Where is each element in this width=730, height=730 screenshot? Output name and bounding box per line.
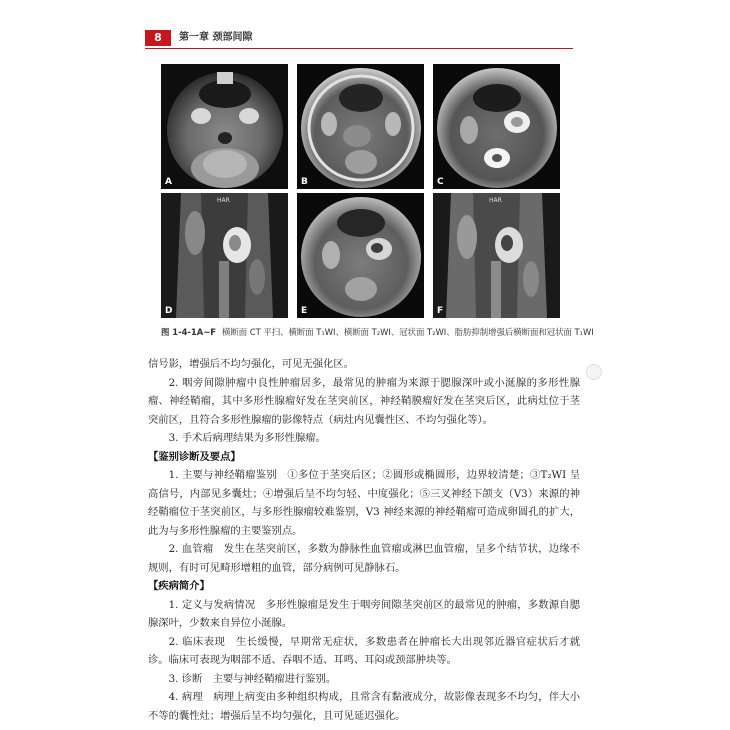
figure-grid xyxy=(161,64,561,318)
paragraph: 2. 血管瘤 发生在茎突前区，多数为静脉性血管瘤或淋巴血管瘤，呈多个结节状，边缘不规则，有时可见畸形增粗的血管，部分病例可见静脉石。 xyxy=(148,543,580,574)
chapter-title: 第一章 颈部间隙 xyxy=(179,32,253,43)
header-rule xyxy=(145,48,573,49)
body-text xyxy=(148,355,580,725)
caption-text: 横断面 CT 平扫、横断面 T₁WI、横断面 T₂WI、冠状面 T₂WI、脂肪抑制增强后横断面和冠状面 T₁WI xyxy=(221,327,594,337)
orientation-marker: HAR xyxy=(489,197,502,204)
section-heading: 【疾病简介】 xyxy=(148,580,210,592)
panel-letter: B xyxy=(301,177,308,187)
paragraph: 3. 诊断 主要与神经鞘瘤进行鉴别。 xyxy=(168,672,337,685)
panel-b-t1-image xyxy=(297,64,424,189)
margin-marker xyxy=(586,364,602,380)
panel-letter: C xyxy=(437,177,444,187)
running-header xyxy=(145,30,573,46)
panel-letter: E xyxy=(301,306,308,316)
panel-letter: D xyxy=(165,306,173,316)
panel-letter: A xyxy=(165,177,172,187)
panel-f-coronal-enhanced-t1-image xyxy=(433,193,560,318)
paragraph: 2. 咽旁间隙肿瘤中良性肿瘤居多，最常见的肿瘤为来源于腮腺深叶或小涎腺的多形性腺瘤、神经鞘瘤，其中多形性腺瘤好发在茎突前区，神经鞘膜瘤好发在茎突后区，此病灶位于茎突前区，且符合多形性腺瘤的影像特点（病灶内见囊性区、不均匀强化等）。 xyxy=(148,376,580,426)
panel-c-t2-image xyxy=(433,64,560,189)
paragraph: 1. 定义与发病情况 多形性腺瘤是发生于咽旁间隙茎突前区的最常见的肿瘤，多数源自腮腺深叶，少数来自异位小涎腺。 xyxy=(148,598,580,629)
paragraph: 2. 临床表现 生长缓慢，早期常无症状，多数患者在肿瘤长大出现邻近器官症状后才就诊。临床可表现为咽部不适、吞咽不适、耳鸣、耳闷或颈部肿块等。 xyxy=(148,635,580,666)
paragraph: 信号影，增强后不均匀强化，可见无强化区。 xyxy=(148,358,354,370)
section-heading: 【鉴别诊断及要点】 xyxy=(148,450,241,463)
panel-e-enhanced-t1-image xyxy=(297,193,424,318)
paragraph: 3. 手术后病理结果为多形性腺瘤。 xyxy=(168,432,326,444)
caption-label: 图 1-4-1A~F xyxy=(161,327,216,337)
panel-letter: F xyxy=(437,306,444,316)
paragraph: 4. 病理 病理上病变由多种组织构成，且常含有黏液成分，故影像表现多不均匀，伴大小不等的囊性灶；增强后呈不均匀强化，且可见延迟强化。 xyxy=(148,691,580,722)
panel-d-coronal-t2-image xyxy=(161,193,288,318)
paragraph: 1. 主要与神经鞘瘤鉴别 ①多位于茎突后区；②圆形或椭圆形，边界较清楚；③T₂WI 呈高信号，内部见多囊灶；④增强后呈不均匀轻、中度强化；⑤三叉神经下颌支（V3）来源的神经鞘瘤位于茎突前区，与多形性腺瘤较难鉴别，V3 神经来源的神经鞘瘤可造成卵圆孔的扩大，此为与多形性腺瘤的主要鉴别点。 xyxy=(148,469,580,537)
panel-a-ct-image xyxy=(161,64,288,189)
figure-caption xyxy=(161,326,594,338)
orientation-marker: HAR xyxy=(217,197,230,204)
page-number: 8 xyxy=(145,30,171,46)
